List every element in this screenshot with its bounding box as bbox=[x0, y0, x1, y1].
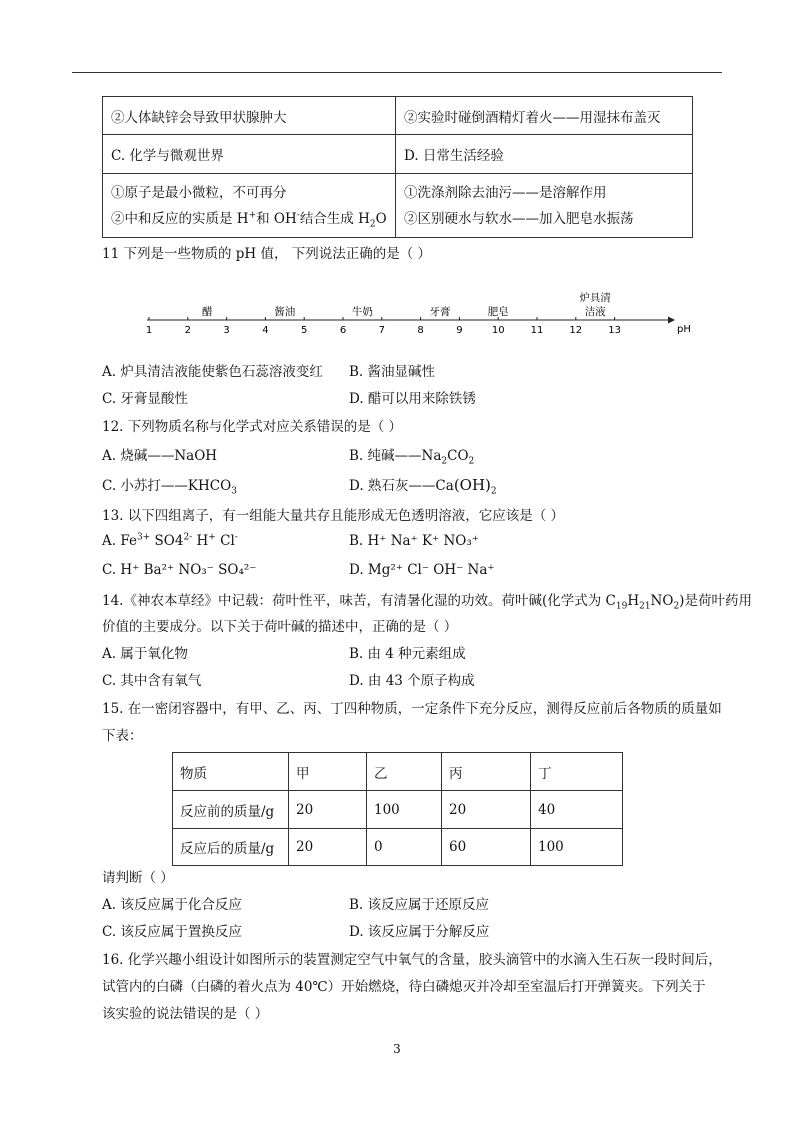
q11-stem: 11 下列是一些物质的 pH 值， 下列说法正确的是（ ） bbox=[102, 246, 432, 262]
q12-option-a: A. 烧碱——NaOH bbox=[102, 448, 218, 464]
ph-substance-label-3: 牙膏 bbox=[429, 306, 451, 318]
table1-row3-right bbox=[396, 174, 693, 238]
q13-option-d: D. Mg²⁺ Cl⁻ OH⁻ Na⁺ bbox=[349, 562, 495, 578]
q15-judge: 请判断（ ） bbox=[102, 870, 174, 886]
ph-substance-label-1: 酱油 bbox=[274, 306, 296, 318]
q12-stem: 12. 下列物质名称与化学式对应关系错误的是（ ） bbox=[102, 419, 403, 435]
table1-row3-left-line1: ①原子是最小微粒，不可再分 bbox=[111, 184, 287, 201]
ph-tick-label-8: 8 bbox=[417, 325, 424, 336]
ph-substance-label-4: 肥皂 bbox=[487, 306, 509, 318]
table1-row1-left: ②人体缺锌会导致甲状腺肿大 bbox=[103, 97, 396, 135]
mass-table-row-after: 反应后的质量/g 20 0 60 100 bbox=[173, 829, 623, 866]
mass-table-header: 物质 甲 乙 丙 丁 bbox=[173, 753, 623, 791]
ph-axis-arrow bbox=[668, 317, 675, 324]
ph-tick-label-12: 12 bbox=[569, 325, 583, 336]
table1-row3-left-line2: ②中和反应的实质是 H+和 OH-结合生成 $H_2O$ bbox=[111, 210, 387, 230]
q12-option-b: B. 纯碱$——Na_2CO_2$ bbox=[349, 448, 475, 467]
ph-substance-label-5-line2: 洁液 bbox=[584, 306, 606, 318]
q14-option-b: B. 由 4 种元素组成 bbox=[349, 646, 466, 662]
knowledge-table bbox=[102, 96, 693, 238]
q13-option-a: A. $Fe^{3+}$ $SO4^{2-}$ H+ Cl- bbox=[102, 532, 238, 549]
ph-tick-label-6: 6 bbox=[339, 325, 347, 336]
ph-tick-label-2: 2 bbox=[184, 325, 191, 336]
q15-line1: 15. 在一密闭容器中，有甲、乙、丙、丁四种物质，一定条件下充分反应，测得反应前后各物质的质量如 bbox=[102, 701, 722, 717]
q16-line1: 16. 化学兴趣小组设计如图所示的装置测定空气中氧气的含量，胶头滴管中的水滴入生石灰一段时间后， bbox=[102, 952, 722, 968]
ph-substance-label-0: 醋 bbox=[201, 306, 213, 318]
q15-option-b: B. 该反应属于还原反应 bbox=[349, 897, 490, 913]
q16-line3: 该实验的说法错误的是（ ） bbox=[102, 1006, 269, 1022]
table1-row2-right: D. 日常生活经验 bbox=[396, 135, 693, 174]
ph-axis-label: pH bbox=[677, 324, 691, 335]
q15-line2: 下表： bbox=[102, 728, 143, 744]
q16-line2: 试管内的白磷（白磷的着火点为 40℃）开始燃烧，待白磷熄灭并冷却至室温后打开弹簧夹。下列关于 bbox=[102, 979, 706, 995]
ph-tick-label-5: 5 bbox=[301, 325, 308, 336]
q12-option-c: C. 小苏打$——KHCO_3$ bbox=[102, 478, 237, 497]
mass-table-row-before: 反应前的质量/g 20 100 20 40 bbox=[173, 791, 623, 829]
ph-tick-label-4: 4 bbox=[262, 325, 269, 336]
q11-option-d: D. 醋可以用来除铁锈 bbox=[349, 391, 476, 407]
q14-line2: 价值的主要成分。以下关于荷叶碱的描述中，正确的是（ ） bbox=[102, 619, 458, 635]
q13-option-c: C. H⁺ Ba²⁺ NO₃⁻ SO₄²⁻ bbox=[102, 562, 257, 578]
q11-option-c: C. 牙膏显酸性 bbox=[102, 391, 188, 407]
ph-tick-label-7: 7 bbox=[378, 325, 385, 336]
ph-tick-label-10: 10 bbox=[491, 325, 505, 336]
q11-option-a: A. 炉具清洁液能使紫色石蕊溶液变红 bbox=[102, 364, 323, 380]
table1-row1-right: ②实验时碰倒酒精灯着火——用湿抹布盖灭 bbox=[396, 97, 693, 135]
table1-row3-right-line2: ②区别硬水与软水——加入肥皂水振荡 bbox=[404, 210, 634, 227]
q12-option-d: D. 熟石灰$——Ca(OH)_2$ bbox=[349, 476, 497, 497]
ph-tick-label-11: 11 bbox=[530, 325, 544, 336]
table1-row3-right-line1: ①洗涤剂除去油污——是溶解作用 bbox=[404, 184, 607, 201]
q15-option-a: A. 该反应属于化合反应 bbox=[102, 897, 242, 913]
mass-table bbox=[172, 752, 623, 866]
q14-option-c: C. 其中含有氧气 bbox=[102, 673, 202, 689]
table1-row2-left: C. 化学与微观世界 bbox=[103, 135, 396, 174]
q15-option-d: D. 该反应属于分解反应 bbox=[349, 924, 490, 940]
q13-stem: 13. 以下四组离子，有一组能大量共存且能形成无色透明溶液，它应该是（ ） bbox=[102, 508, 565, 524]
q14-option-a: A. 属于氧化物 bbox=[102, 646, 188, 662]
ph-tick-label-9: 9 bbox=[456, 325, 463, 336]
q13-option-b: B. H⁺ Na⁺ K⁺ NO₃⁺ bbox=[349, 533, 479, 549]
ph-tick-label-13: 13 bbox=[608, 325, 621, 336]
ph-tick-label-3: 3 bbox=[223, 325, 230, 336]
ph-substance-label-2: 牛奶 bbox=[351, 306, 373, 318]
header-rule bbox=[72, 72, 722, 73]
page-number: 3 bbox=[393, 1042, 401, 1056]
ph-scale-diagram bbox=[140, 288, 700, 344]
table1-row3-left bbox=[103, 174, 396, 238]
ph-tick-label-1: 1 bbox=[145, 325, 153, 336]
ph-substance-label-5-line1: 炉具清 bbox=[579, 292, 611, 304]
q15-option-c: C. 该反应属于置换反应 bbox=[102, 924, 242, 940]
q14-line1: 14.《神农本草经》中记载：荷叶性平，味苦，有清暑化湿的功效。荷叶碱(化学式为 $C_{19}H_{21}NO_2$)是荷叶药用 bbox=[102, 593, 752, 612]
q14-option-d: D. 由 43 个原子构成 bbox=[349, 673, 475, 689]
q11-option-b: B. 酱油显碱性 bbox=[349, 364, 436, 380]
